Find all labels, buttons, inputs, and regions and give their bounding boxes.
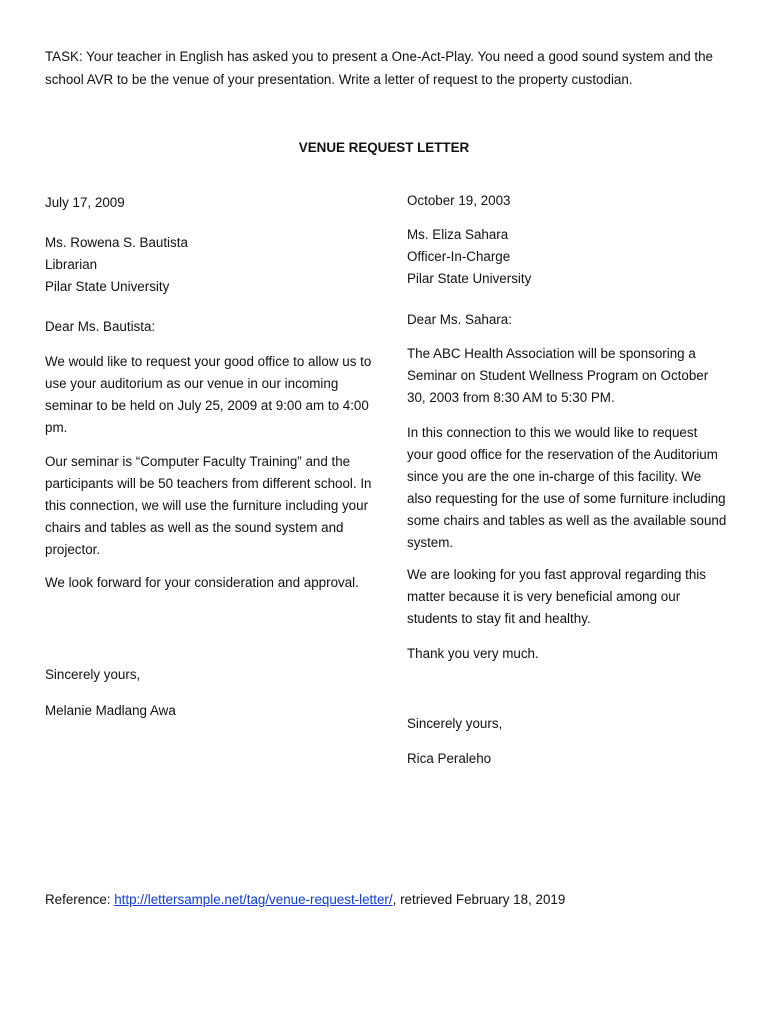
signature: Rica Peraleho: [407, 751, 492, 766]
reference-line: [45, 889, 745, 911]
reference-label: Reference:: [45, 892, 115, 907]
closing: Sincerely yours,: [45, 667, 141, 682]
task-instruction: TASK: Your teacher in English has asked you to present a One-Act-Play. You need a good sound system and the school AVR to be the venue of your presentation. Write a letter of request to the property custodian.: [45, 49, 713, 87]
recipient-organization: Pilar State University: [407, 271, 532, 286]
salutation: Dear Ms. Bautista:: [45, 319, 156, 334]
body-paragraph: We are looking for you fast approval regarding this matter because it is very beneficial among our students to stay fit and healthy.: [407, 567, 706, 626]
body-paragraph: In this connection to this we would like to request your good office for the reservation of the Auditorium since you are the one in-charge of this facility. We also requesting for the use of some furniture including some chairs and tables as well as the available sound system.: [407, 425, 727, 550]
recipient-name: Ms. Rowena S. Bautista: [45, 235, 188, 250]
recipient-position: Librarian: [45, 257, 98, 272]
body-paragraph: We look forward for your consideration and approval.: [45, 575, 359, 590]
body-paragraph: The ABC Health Association will be sponsoring a Seminar on Student Wellness Program on October 30, 2003 from 8:30 AM to 5:30 PM.: [407, 346, 709, 405]
reference-link[interactable]: http://lettersample.net/tag/venue-request-letter/: [114, 892, 393, 907]
signature: Melanie Madlang Awa: [45, 703, 176, 718]
reference-suffix: , retrieved February 18, 2019: [392, 892, 566, 907]
recipient-name: Ms. Eliza Sahara: [407, 227, 509, 242]
letter-date: October 19, 2003: [407, 193, 511, 208]
body-paragraph: We would like to request your good office to allow us to use your auditorium as our venue in our incoming seminar to be held on July 25, 2009 at 9:00 am to 4:00 pm.: [45, 354, 372, 435]
salutation: Dear Ms. Sahara:: [407, 312, 512, 327]
letter-date: July 17, 2009: [45, 195, 125, 210]
closing: Sincerely yours,: [407, 716, 503, 731]
recipient-position: Officer-In-Charge: [407, 249, 511, 264]
page-title: VENUE REQUEST LETTER: [298, 140, 470, 155]
body-paragraph: Our seminar is “Computer Faculty Training” and the participants will be 50 teachers from different school. In this connection, we will use the furniture including your chairs and tables as well as the sound system and projector.: [45, 454, 372, 557]
body-paragraph: Thank you very much.: [407, 646, 539, 661]
recipient-organization: Pilar State University: [45, 279, 170, 294]
